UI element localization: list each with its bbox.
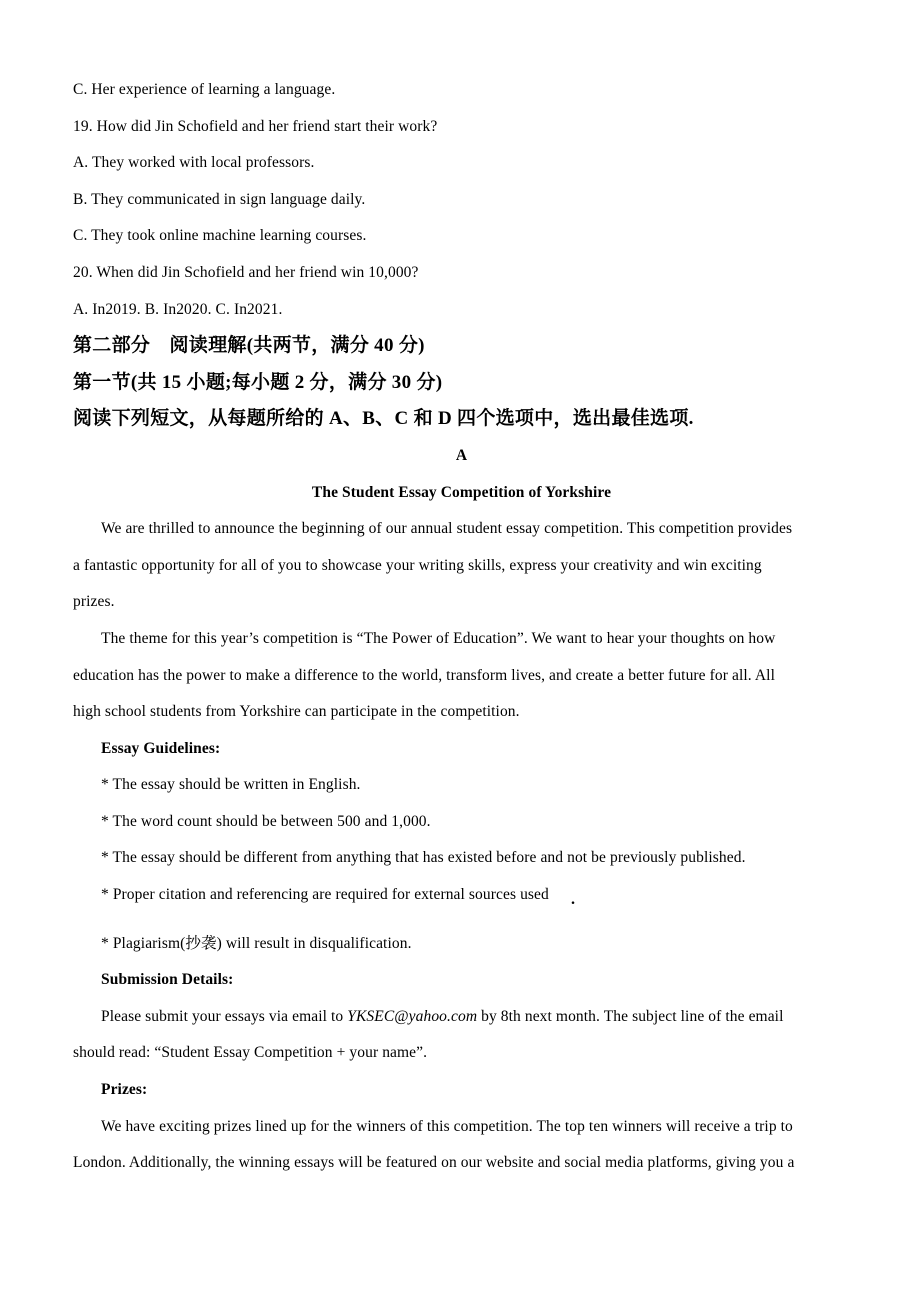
paragraph-line [73,999,850,1036]
paragraph-line: We have exciting prizes lined up for the winners of this competition. The top ten winners will receive a trip to [101,1117,793,1135]
section-header-part2: 第二部分 阅读理解(共两节，满分 40 分) [73,335,425,357]
answer-option: C. They took online machine learning courses. [73,227,367,245]
submission-heading: Submission Details: [101,971,234,989]
section-header-node1: 第一节(共 15 小题;每小题 2 分，满分 30 分) [73,371,443,393]
paragraph-line: high school students from Yorkshire can participate in the competition. [73,703,520,721]
paragraph-line: We are thrilled to announce the beginning of our annual student essay competition. This competition provides [101,520,793,538]
text-segment: Please submit your essays via email to [101,1007,348,1025]
question: 19. How did Jin Schofield and her friend start their work? [73,117,438,135]
passage-label: A [455,446,468,464]
text-segment: by 8th next month. The subject line of the email [477,1007,784,1025]
guideline-item: * The word count should be between 500 and 1,000. [101,812,431,830]
paragraph-line: education has the power to make a difference to the world, transform lives, and create a better future for all. All [73,666,775,684]
answer-option: C. Her experience of learning a language. [73,81,336,98]
answer-option: B. They communicated in sign language daily. [73,190,366,208]
paragraph-line: a fantastic opportunity for all of you to showcase your writing skills, express your creativity and win exciting [73,556,762,574]
answer-options-inline: A. In2019. B. In2020. C. In2021. [73,300,283,318]
guidelines-heading: Essay Guidelines: [101,739,221,757]
paragraph-line: The theme for this year’s competition is “The Power of Education”. We want to hear your thoughts on how [101,629,776,647]
guideline-item: * Plagiarism(抄袭) will result in disqualification. [101,934,412,952]
answer-option: A. They worked with local professors. [73,154,315,172]
guideline-item: * The essay should be written in English. [101,776,361,794]
guideline-item: * Proper citation and referencing are required for external sources used [101,886,549,904]
passage-title: The Student Essay Competition of Yorkshire [311,483,612,501]
paragraph-line: London. Additionally, the winning essays will be featured on our website and social media platforms, giving you a [73,1154,795,1172]
paragraph-line: should read: “Student Essay Competition + your name”. [73,1044,428,1062]
email-address: YKSEC@yahoo.com [347,1007,478,1025]
question: 20. When did Jin Schofield and her friend win 10,000? [73,263,419,281]
prizes-heading: Prizes: [101,1081,148,1099]
stray-period: . [571,890,575,908]
paragraph-line: prizes. [73,593,115,611]
section-instructions: 阅读下列短文，从每题所给的 A、B、C 和 D 四个选项中，选出最佳选项. [73,408,694,430]
guideline-item: * The essay should be different from anything that has existed before and not be previously published. [101,849,746,867]
